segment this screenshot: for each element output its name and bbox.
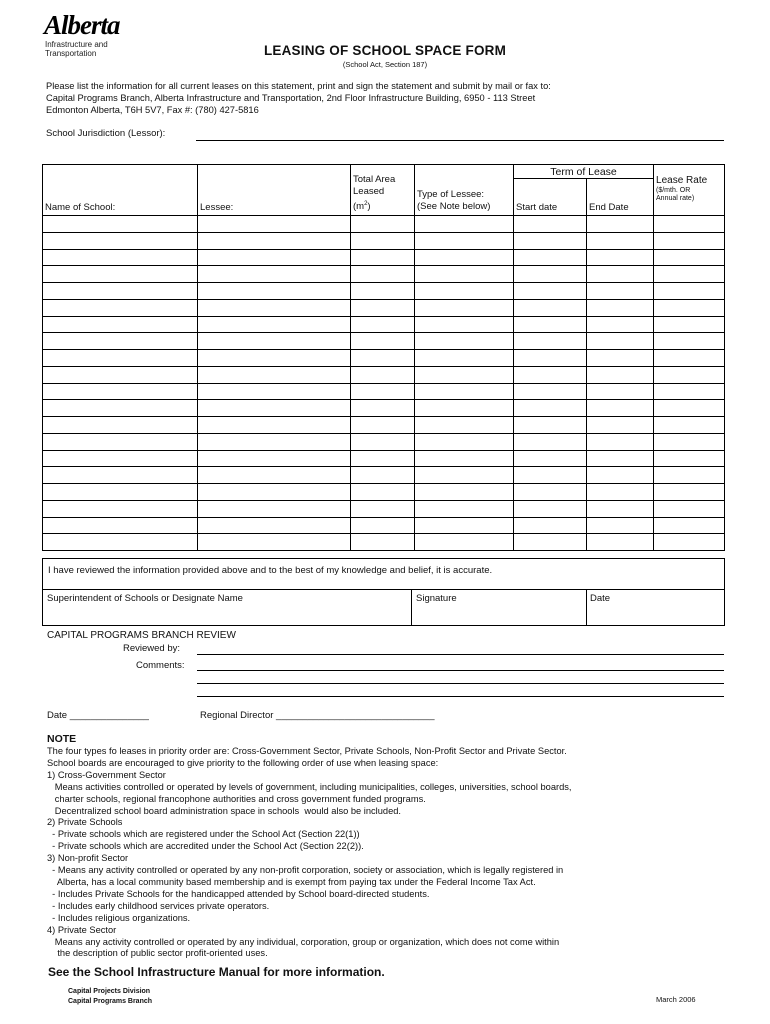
table-cell[interactable] — [198, 216, 351, 233]
note-line: 3) Non-profit Sector — [47, 853, 129, 864]
certification-statement: I have reviewed the information provided above and to the best of my knowledge and belief, it is accurate. — [48, 565, 493, 576]
table-cell[interactable] — [587, 249, 654, 266]
table-cell[interactable] — [351, 266, 415, 283]
term-of-lease-header: Term of Lease — [514, 165, 654, 179]
table-cell[interactable] — [43, 266, 198, 283]
table-cell[interactable] — [415, 484, 514, 501]
table-row — [43, 417, 725, 434]
note-line: the description of public sector profit-oriented uses. — [47, 948, 268, 959]
logo-line-2: Transportation — [45, 48, 97, 58]
table-cell[interactable] — [415, 500, 514, 517]
note-line: - Means any activity controlled or operated by any non-profit corporation, society or association, which is legally registered in — [47, 865, 564, 876]
table-cell[interactable] — [587, 383, 654, 400]
table-cell[interactable] — [415, 366, 514, 383]
table-cell[interactable] — [654, 249, 725, 266]
table-cell[interactable] — [43, 333, 198, 350]
table-cell[interactable] — [415, 316, 514, 333]
table-cell[interactable] — [198, 534, 351, 551]
table-row — [43, 316, 725, 333]
table-cell[interactable] — [654, 400, 725, 417]
table-cell[interactable] — [43, 383, 198, 400]
table-cell[interactable] — [198, 500, 351, 517]
table-cell[interactable] — [351, 517, 415, 534]
table-cell[interactable] — [587, 216, 654, 233]
table-cell[interactable] — [198, 517, 351, 534]
table-cell[interactable] — [198, 249, 351, 266]
table-cell[interactable] — [587, 400, 654, 417]
note-body — [47, 746, 747, 960]
table-row — [43, 283, 725, 300]
note-line: - Includes Private Schools for the handicapped attended by School board-directed students. — [47, 888, 430, 899]
table-cell[interactable] — [514, 500, 587, 517]
table-row — [43, 366, 725, 383]
table-cell[interactable] — [415, 467, 514, 484]
table-row — [43, 517, 725, 534]
table-cell[interactable] — [514, 249, 587, 266]
instruction-line: Capital Programs Branch, Alberta Infrastructure and Transportation, 2nd Floor Infrastructure Building, 6950 - 113 Street — [46, 93, 536, 103]
table-cell[interactable] — [514, 299, 587, 316]
table-row — [43, 299, 725, 316]
table-cell[interactable] — [43, 216, 198, 233]
table-cell[interactable] — [514, 232, 587, 249]
comments-field[interactable] — [197, 670, 724, 671]
table-cell[interactable] — [351, 216, 415, 233]
table-cell[interactable] — [351, 283, 415, 300]
table-cell[interactable] — [587, 467, 654, 484]
table-cell[interactable] — [198, 400, 351, 417]
footer-left — [68, 987, 152, 1007]
rate-note-2: Annual rate) — [656, 195, 695, 202]
table-cell[interactable] — [587, 450, 654, 467]
footer-date: March 2006 — [656, 995, 696, 1004]
table-cell[interactable] — [198, 266, 351, 283]
superintendent-name-field[interactable]: Superintendent of Schools or Designate Name — [47, 593, 243, 604]
table-cell[interactable] — [514, 417, 587, 434]
note-line: Alberta, has a local community based membership and is exempt from paying tax under the Federal Income Tax Act. — [47, 876, 536, 887]
table-cell[interactable] — [587, 517, 654, 534]
table-cell[interactable] — [351, 484, 415, 501]
table-cell[interactable] — [415, 249, 514, 266]
table-cell[interactable] — [351, 467, 415, 484]
table-cell[interactable] — [514, 216, 587, 233]
jurisdiction-field[interactable] — [196, 140, 724, 141]
table-cell[interactable] — [587, 333, 654, 350]
table-cell[interactable] — [351, 534, 415, 551]
note-line: Decentralized school board administration space in schools would also be included. — [47, 805, 401, 816]
table-cell[interactable] — [587, 417, 654, 434]
footer-division: Capital Projects Division — [68, 988, 151, 995]
table-cell[interactable] — [43, 400, 198, 417]
table-cell[interactable] — [43, 366, 198, 383]
table-row — [43, 450, 725, 467]
instructions — [46, 80, 551, 116]
col-header-lessee: Lessee: — [198, 165, 351, 216]
instruction-line: Edmonton Alberta, T6H 5V7, Fax #: (780) 427-5816 — [46, 105, 259, 115]
note-line: - Private schools which are accredited under the School Act (Section 22(2)). — [47, 841, 364, 852]
note-heading: NOTE — [47, 733, 77, 745]
table-row — [43, 500, 725, 517]
form-title: LEASING OF SCHOOL SPACE FORM — [263, 43, 507, 58]
table-cell[interactable] — [43, 484, 198, 501]
table-cell[interactable] — [415, 283, 514, 300]
see-manual-text: See the School Infrastructure Manual for more information. — [48, 965, 385, 979]
table-cell[interactable] — [415, 534, 514, 551]
table-cell[interactable] — [43, 299, 198, 316]
alberta-logo: Alberta — [44, 10, 120, 40]
table-row — [43, 350, 725, 367]
table-cell[interactable] — [43, 249, 198, 266]
table-cell[interactable] — [43, 433, 198, 450]
table-cell[interactable] — [514, 316, 587, 333]
reviewed-by-label: Reviewed by: — [123, 643, 181, 654]
rate-note-1: ($/mth. OR — [656, 187, 691, 194]
table-cell[interactable] — [198, 232, 351, 249]
table-cell[interactable] — [43, 283, 198, 300]
table-cell[interactable] — [514, 534, 587, 551]
table-cell[interactable] — [198, 450, 351, 467]
table-cell[interactable] — [415, 216, 514, 233]
table-cell[interactable] — [654, 450, 725, 467]
date-field[interactable]: Date — [590, 593, 611, 604]
table-row — [43, 232, 725, 249]
note-line: charter schools, regional francophone authorities and cross government funded programs. — [47, 793, 426, 804]
table-cell[interactable] — [514, 400, 587, 417]
table-cell[interactable] — [415, 450, 514, 467]
table-cell[interactable] — [351, 383, 415, 400]
comments-field[interactable] — [197, 683, 724, 684]
table-cell[interactable] — [654, 232, 725, 249]
table-cell[interactable] — [654, 366, 725, 383]
table-cell[interactable] — [587, 500, 654, 517]
table-cell[interactable] — [415, 417, 514, 434]
table-cell[interactable] — [43, 534, 198, 551]
table-cell[interactable] — [415, 266, 514, 283]
table-cell[interactable] — [654, 417, 725, 434]
table-cell[interactable] — [587, 534, 654, 551]
table-cell[interactable] — [43, 316, 198, 333]
area-line-2: Leased — [353, 185, 385, 197]
col-header-type — [415, 165, 514, 216]
table-cell[interactable] — [514, 467, 587, 484]
table-cell[interactable] — [43, 500, 198, 517]
table-row — [43, 534, 725, 551]
table-cell[interactable] — [654, 266, 725, 283]
table-cell[interactable] — [654, 467, 725, 484]
table-cell[interactable] — [198, 383, 351, 400]
note-line: School boards are encouraged to give priority to the following order of use when leasing space: — [47, 757, 439, 768]
table-cell[interactable] — [514, 450, 587, 467]
table-cell[interactable] — [415, 517, 514, 534]
table-row — [43, 433, 725, 450]
table-cell[interactable] — [654, 333, 725, 350]
table-cell[interactable] — [654, 299, 725, 316]
reviewed-by-field[interactable] — [197, 654, 724, 655]
table-cell[interactable] — [198, 350, 351, 367]
table-cell[interactable] — [654, 350, 725, 367]
table-cell[interactable] — [514, 333, 587, 350]
note-line: Means activities controlled or operated by levels of government, including municipalities, colleges, universities, school boards, — [47, 781, 572, 792]
note-line: - Private schools which are registered under the School Act (Section 22(1)) — [47, 829, 360, 840]
table-row — [43, 249, 725, 266]
review-date-field[interactable]: Date _______________ — [47, 710, 149, 721]
table-cell[interactable] — [587, 350, 654, 367]
table-cell[interactable] — [351, 249, 415, 266]
table-cell[interactable] — [514, 517, 587, 534]
footer-branch: Capital Programs Branch — [68, 998, 153, 1005]
comments-field[interactable] — [197, 696, 724, 697]
table-cell[interactable] — [654, 383, 725, 400]
regional-director-field[interactable]: Regional Director ______________________________ — [200, 710, 435, 721]
jurisdiction-label: School Jurisdiction (Lessor): — [46, 128, 166, 139]
table-cell[interactable] — [587, 283, 654, 300]
table-cell[interactable] — [587, 316, 654, 333]
table-cell[interactable] — [415, 299, 514, 316]
table-cell[interactable] — [415, 232, 514, 249]
table-cell[interactable] — [43, 350, 198, 367]
divider — [42, 589, 725, 590]
note-line: 1) Cross-Government Sector — [47, 769, 166, 780]
table-row — [43, 266, 725, 283]
col-header-start: Start date — [514, 179, 587, 216]
table-cell[interactable] — [351, 500, 415, 517]
type-line-2: (See Note below) — [417, 201, 491, 212]
note-line: - Includes religious organizations. — [47, 912, 191, 923]
table-cell[interactable] — [351, 450, 415, 467]
review-section-title: CAPITAL PROGRAMS BRANCH REVIEW — [47, 630, 236, 641]
table-cell[interactable] — [198, 417, 351, 434]
note-line: 4) Private Sector — [47, 924, 117, 935]
table-cell[interactable] — [198, 484, 351, 501]
table-row — [43, 484, 725, 501]
table-row — [43, 383, 725, 400]
table-cell[interactable] — [587, 299, 654, 316]
table-cell[interactable] — [587, 484, 654, 501]
comments-label: Comments: — [136, 660, 185, 671]
table-cell[interactable] — [514, 350, 587, 367]
table-cell[interactable] — [415, 383, 514, 400]
table-cell[interactable] — [654, 500, 725, 517]
table-cell[interactable] — [514, 283, 587, 300]
table-cell[interactable] — [198, 299, 351, 316]
table-cell[interactable] — [654, 517, 725, 534]
table-row — [43, 216, 725, 233]
table-cell[interactable] — [654, 433, 725, 450]
table-cell[interactable] — [198, 316, 351, 333]
col-header-school: Name of School: — [43, 165, 198, 216]
rate-title: Lease Rate — [656, 175, 708, 186]
table-cell[interactable] — [351, 350, 415, 367]
table-cell[interactable] — [351, 316, 415, 333]
form-subtitle: (School Act, Section 187) — [342, 60, 428, 69]
area-line-1: Total Area — [353, 173, 396, 185]
table-cell[interactable] — [587, 366, 654, 383]
type-line-1: Type of Lessee: — [417, 189, 485, 200]
note-line: Means any activity controlled or operated by any individual, corporation, group or organization, which does not come within — [47, 936, 560, 947]
table-cell[interactable] — [415, 350, 514, 367]
table-cell[interactable] — [43, 517, 198, 534]
table-cell[interactable] — [198, 283, 351, 300]
table-cell[interactable] — [198, 333, 351, 350]
note-line: - Includes early childhood services private operators. — [47, 900, 270, 911]
table-cell[interactable] — [351, 299, 415, 316]
table-cell[interactable] — [351, 333, 415, 350]
leases-table — [42, 164, 725, 551]
table-cell[interactable] — [351, 433, 415, 450]
table-row — [43, 467, 725, 484]
note-line: The four types fo leases in priority order are: Cross-Government Sector, Private Schools, Non-Profit Sector and Private Sector. — [47, 746, 567, 756]
col-header-rate — [654, 165, 725, 216]
table-cell[interactable] — [43, 467, 198, 484]
table-cell[interactable] — [587, 433, 654, 450]
table-cell[interactable] — [654, 216, 725, 233]
table-cell[interactable] — [198, 433, 351, 450]
table-cell[interactable] — [351, 417, 415, 434]
table-cell[interactable] — [198, 366, 351, 383]
table-cell[interactable] — [654, 484, 725, 501]
table-cell[interactable] — [514, 433, 587, 450]
table-row — [43, 333, 725, 350]
table-cell[interactable] — [654, 534, 725, 551]
table-row — [43, 400, 725, 417]
area-line-3: $(m^2)$ — [353, 200, 371, 212]
table-cell[interactable] — [415, 333, 514, 350]
table-cell[interactable] — [654, 283, 725, 300]
col-header-area — [351, 165, 415, 216]
table-cell[interactable] — [43, 417, 198, 434]
table-cell[interactable] — [43, 232, 198, 249]
table-cell[interactable] — [587, 266, 654, 283]
table-cell[interactable] — [415, 400, 514, 417]
divider — [411, 589, 412, 625]
table-cell[interactable] — [198, 467, 351, 484]
table-cell[interactable] — [351, 400, 415, 417]
instruction-line: Please list the information for all current leases on this statement, print and sign the statement and submit by mail or fax to: — [46, 81, 551, 91]
table-cell[interactable] — [587, 232, 654, 249]
table-cell[interactable] — [514, 266, 587, 283]
table-cell[interactable] — [415, 433, 514, 450]
table-cell[interactable] — [351, 366, 415, 383]
table-cell[interactable] — [654, 316, 725, 333]
table-cell[interactable] — [514, 366, 587, 383]
col-header-end: End Date — [587, 179, 654, 216]
table-cell[interactable] — [43, 450, 198, 467]
table-cell[interactable] — [514, 484, 587, 501]
signature-field[interactable]: Signature — [416, 593, 457, 604]
table-cell[interactable] — [514, 383, 587, 400]
divider — [586, 589, 587, 625]
table-cell[interactable] — [351, 232, 415, 249]
logo-line-1: Infrastructure and — [45, 40, 108, 49]
note-line: 2) Private Schools — [47, 817, 123, 828]
